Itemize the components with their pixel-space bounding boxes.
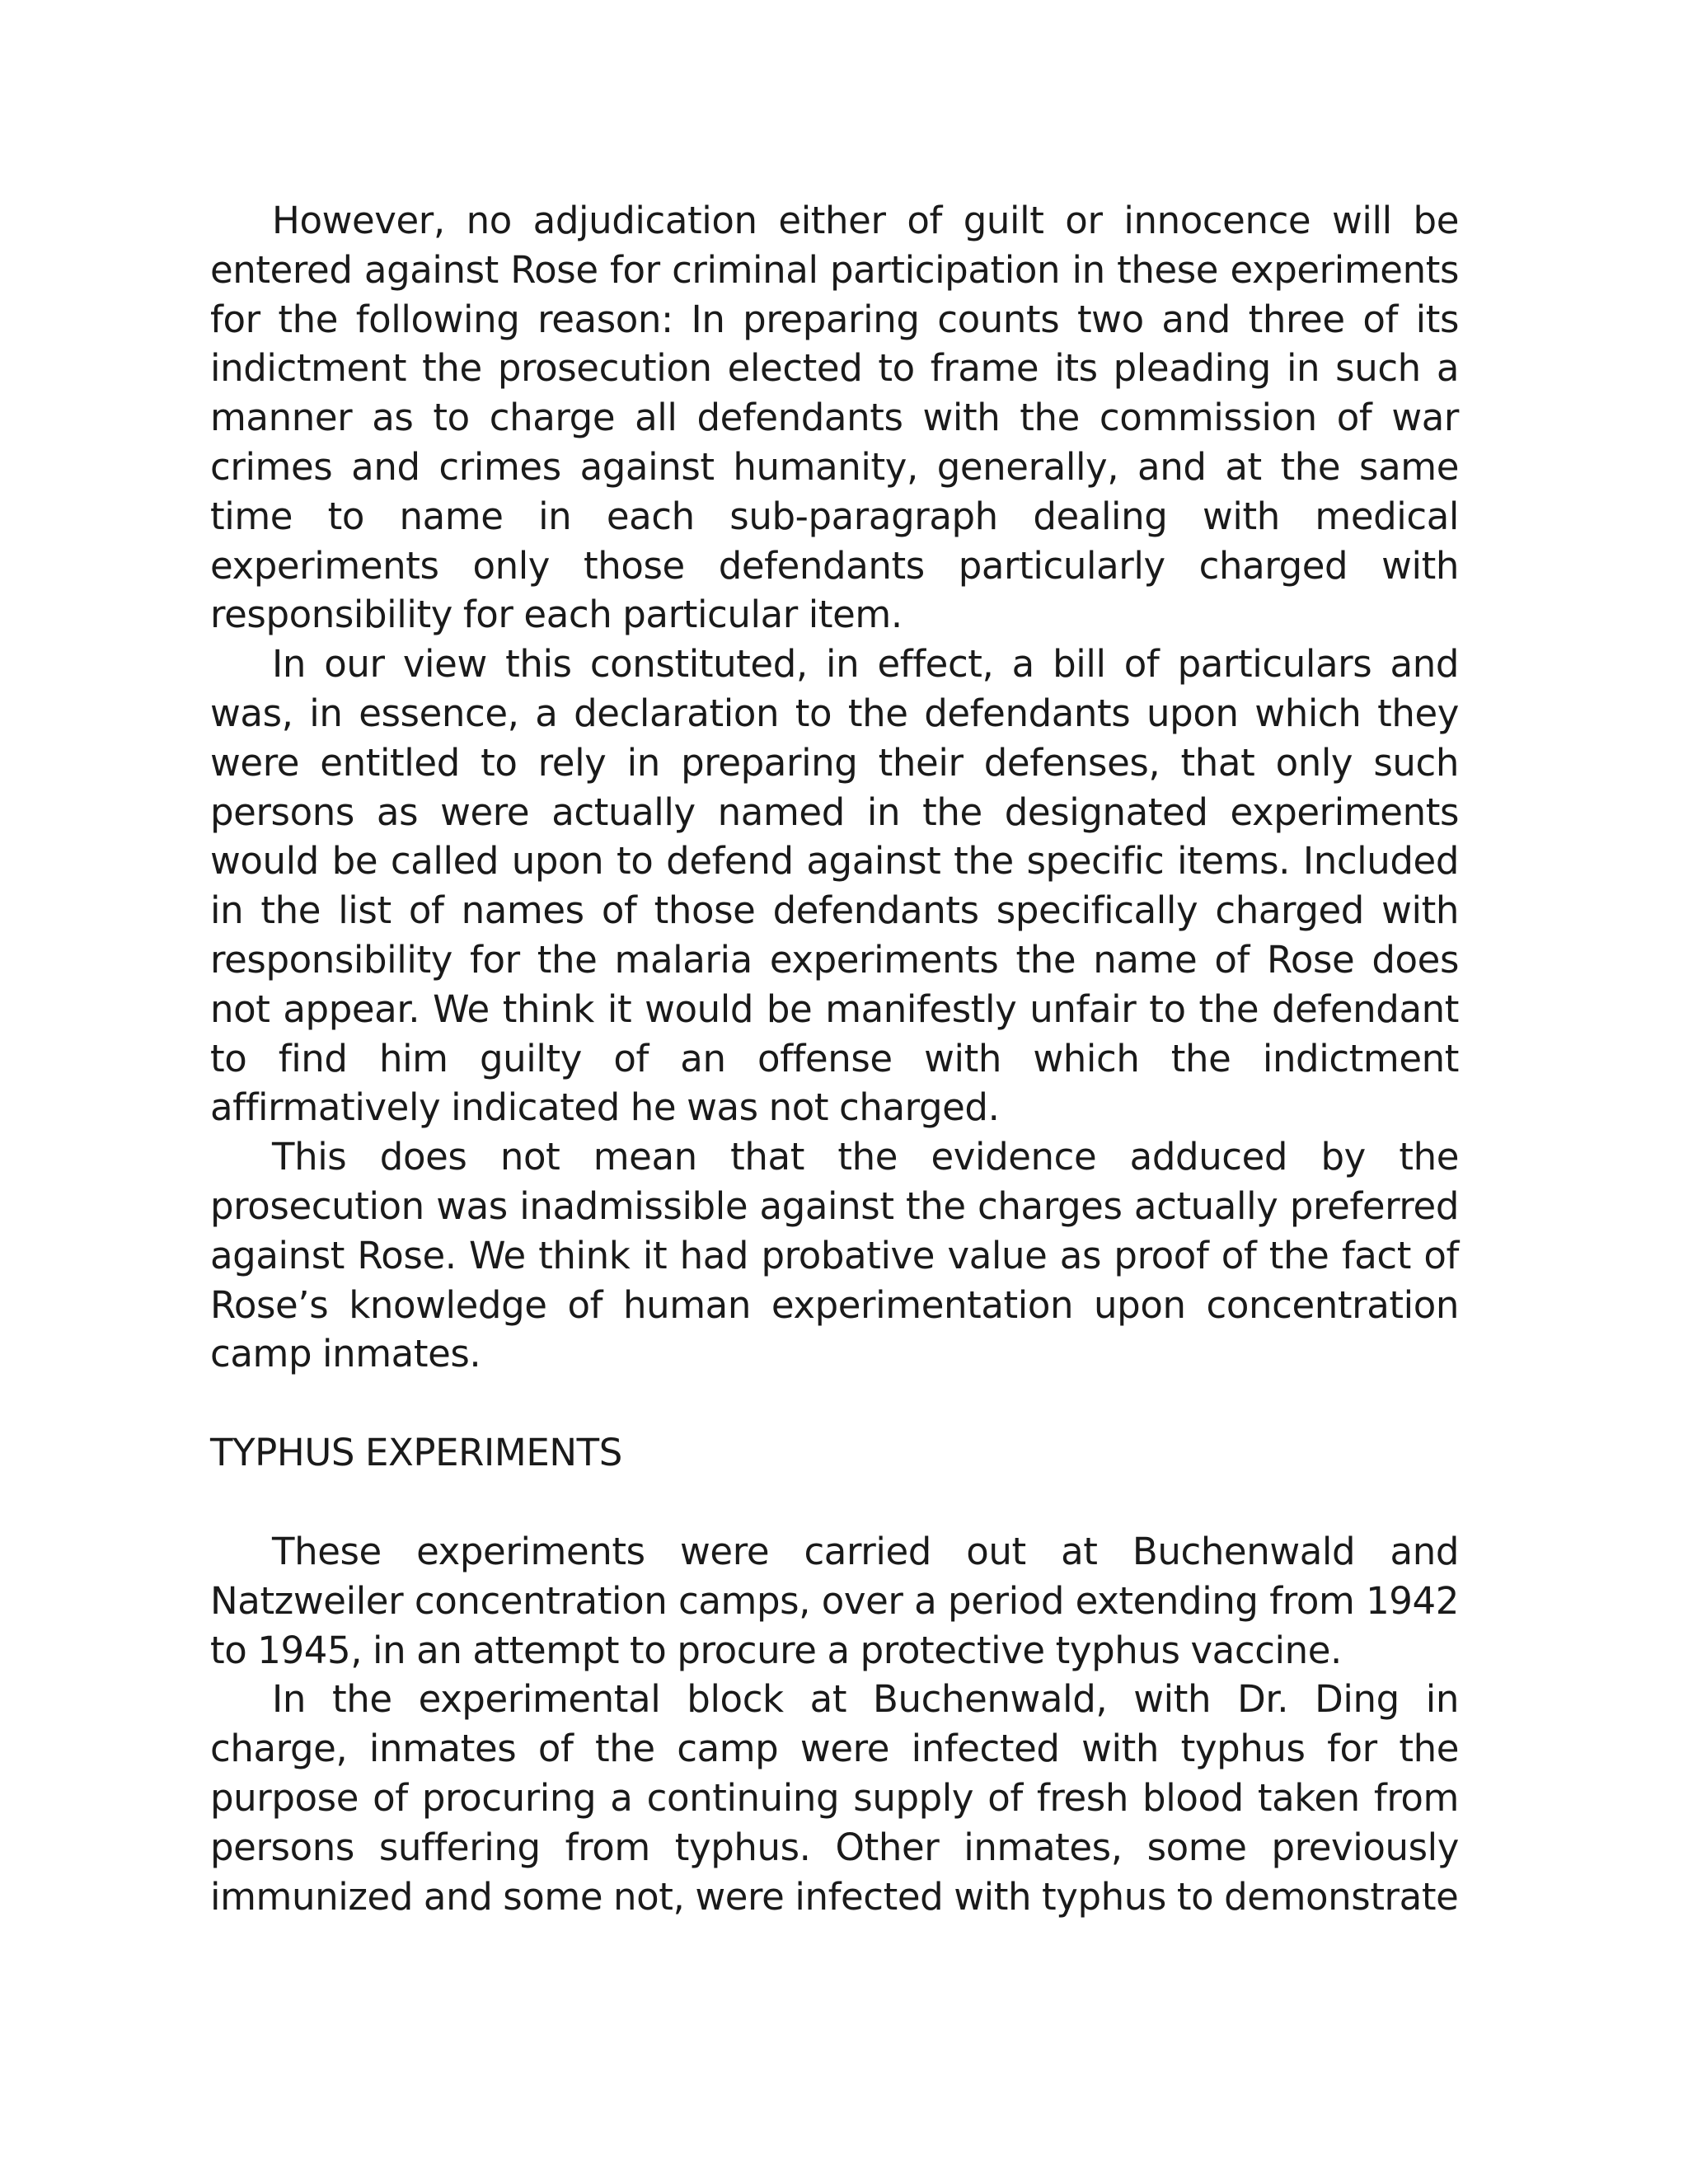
text-column [210,196,1459,1921]
paragraph-typhus-intro: These experiments were carried out at Buchenwald and Natzweiler concentration camps, over a period extending from 1942 to 1945, in an attempt to procure a protective typhus vaccine. [210,1529,1459,1672]
paragraph-bill-of-particulars: In our view this constituted, in effect, a bill of particulars and was, in essence, a declaration to the defendants upon which they were entitled to rely in preparing their defenses, that only such persons as were actually named in the designated experiments would be called upon to defend against the specific items. Included in the list of names of those defendants specifically charged with responsibility for the malaria experiments the name of Rose does not appear. We think it would be manifestly unfair to the defendant to find him guilty of an offense with which the indictment affirmatively indicated he was not charged. [210,642,1459,1130]
paragraph-buchenwald-block: In the experimental block at Buchenwald, with Dr. Ding in charge, inmates of the camp were infected with typhus for the purpose of procuring a continuing supply of fresh blood taken from persons suffering from typhus. Other inmates, some previously immunized and some not, were infected with typhus to demonstrate [210,1677,1459,1919]
section-heading: TYPHUS EXPERIMENTS [210,1431,622,1475]
paragraph-adjudication: However, no adjudication either of guilt or innocence will be entered against Rose for criminal participation in these experiments for the following reason: In preparing counts two and three of its indictment the prosecution elected to frame its pleading in such a manner as to charge all defendants with the commission of war crimes and crimes against humanity, generally, and at the same time to name in each sub-paragraph dealing with medical experiments only those defendants particularly charged with responsibility for each particular item. [210,199,1459,637]
paragraph-evidence: This does not mean that the evidence adduced by the prosecution was inadmissible against the charges actually preferred against Rose. We think it had probative value as proof of the fact of Rose’s knowledge of human experimentation upon concentration camp inmates. [210,1135,1459,1376]
